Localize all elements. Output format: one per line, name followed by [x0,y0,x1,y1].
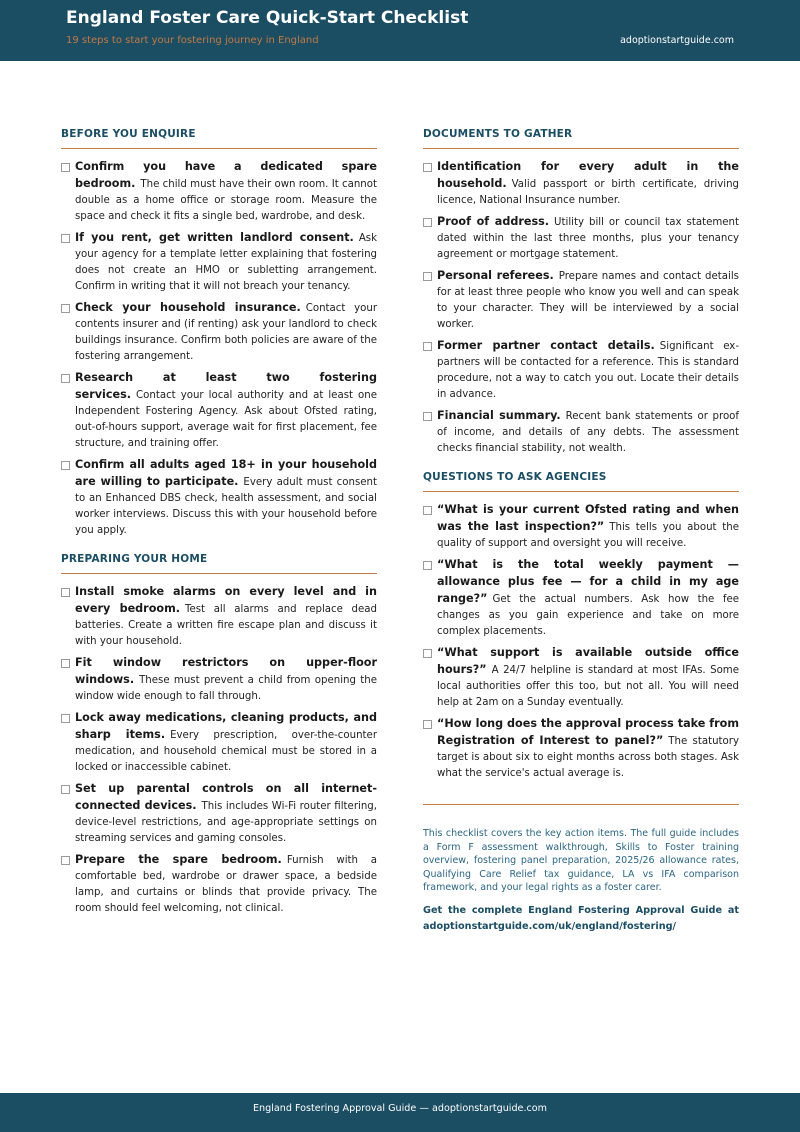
section-before-you-enquire [61,128,377,539]
checkbox-icon[interactable] [423,720,432,729]
checklist-item-body: Furnish with a comfortable bed, wardrobe or drawer space, a bedside lamp, and curtains or blinds that provide privacy. The room should feel welcoming, not clinical. [75,855,377,914]
checkbox-icon[interactable] [61,234,70,243]
checklist-item-lead: “What is your current Ofsted rating and when was the last inspection?” [437,503,739,533]
checklist-item-lead: “What support is available outside office hours?” [437,646,739,676]
divider [423,804,739,805]
section-documents-to-gather [423,128,739,457]
checklist-item [61,710,377,776]
guide-cta-link[interactable]: Get the complete England Fostering Approval Guide at adoptionstartguide.com/uk/england/fostering/ [423,904,739,932]
checklist-item-body: Every adult must consent to an Enhanced DBS check, health assessment, and social worker interviews. Discuss this with your household before you apply. [75,477,377,536]
checklist-item-lead: “How long does the approval process take from Registration of Interest to panel?” [437,717,739,747]
checklist-item-body: Get the actual numbers. Ask how the fee changes as you gain experience and take on more complex placements. [437,594,739,637]
checklist-item-lead: Set up parental controls on all internet-connected devices. [75,782,377,812]
checklist-item [61,370,377,452]
checkbox-icon[interactable] [61,304,70,313]
checklist-item [61,852,377,917]
checklist-item-body: Ask your agency for a template letter explaining that fostering does not create an HMO or subletting arrangement. Confirm in writing that it will not breach your tenancy. [75,233,377,292]
section-title: PREPARING YOUR HOME [61,553,377,574]
checklist-item-lead: Financial summary. [437,409,561,422]
checklist-item [61,230,377,295]
checklist-item [423,159,739,209]
checklist-item-lead: Fit window restrictors on upper-floor windows. [75,656,377,686]
checklist-item [423,716,739,782]
checklist-item-body: The child must have their own room. It cannot double as a home office or storage room. Measure the space and check it fits a single bed, wardrobe, and desk. [75,179,377,222]
checklist-item-body: This tells you about the quality of support and oversight you will receive. [437,522,739,549]
checklist-item-lead: Lock away medications, cleaning products, and sharp items. [75,711,377,741]
checkbox-icon[interactable] [423,506,432,515]
checkbox-icon[interactable] [61,461,70,470]
checkbox-icon[interactable] [423,218,432,227]
checklist-item [61,457,377,539]
checklist-item-body: Prepare names and contact details for at least three people who know you well and can speak to your character. They will be interviewed by a social worker. [437,271,739,330]
checkbox-icon[interactable] [423,649,432,658]
checkbox-icon[interactable] [423,272,432,281]
checkbox-icon[interactable] [61,659,70,668]
checklist-item [61,300,377,365]
checklist-item-body: Valid passport or birth certificate, driving licence, National Insurance number. [437,179,739,206]
checkbox-icon[interactable] [61,163,70,172]
checklist-item [423,338,739,403]
checkbox-icon[interactable] [61,588,70,597]
page-header [0,0,800,61]
checklist-item-lead: Check your household insurance. [75,301,301,314]
page-footer [0,1093,800,1132]
guide-note: This checklist covers the key action items. The full guide includes a Form F assessment walkthrough, Skills to Foster training overview, fostering panel preparation, 2025/26 allowance rates, Qualifying Care Relief tax guidance, LA vs IFA comparison framework, and your legal rights as a foster carer. [423,828,739,893]
checklist-item [423,557,739,640]
footer-text: England Fostering Approval Guide — adoptionstartguide.com [252,1103,548,1114]
checkbox-icon[interactable] [61,714,70,723]
checklist-item-lead: Prepare the spare bedroom. [75,853,282,866]
checklist-item-body: This includes Wi-Fi router filtering, device-level restrictions, and age-appropriate settings on streaming services and gaming consoles. [75,801,378,844]
checklist-item-body: Every prescription, over-the-counter medication, and household chemical must be stored in a locked or inaccessible cabinet. [75,730,378,773]
checklist-item [423,408,739,457]
checklist-item-body: Utility bill or council tax statement dated within the last three months, plus your tenancy agreement or mortgage statement. [437,217,739,260]
checklist-item [423,502,739,552]
left-column [61,128,377,931]
checklist-item-lead: Proof of address. [437,215,550,228]
checklist-item-lead: Identification for every adult in the household. [437,160,739,190]
checkbox-icon[interactable] [423,561,432,570]
checklist-item [61,781,377,847]
checklist-item-lead: Research at least two fostering services. [75,371,377,401]
section-questions-to-ask-agencies [423,471,739,782]
checkbox-icon[interactable] [423,342,432,351]
checklist-item-lead: “What is the total weekly payment — allowance plus fee — for a child in my age range?” [437,558,739,605]
checklist-item-lead: Confirm you have a dedicated spare bedroom. [75,160,377,190]
section-title: BEFORE YOU ENQUIRE [61,128,377,149]
checklist-item-body: These must prevent a child from opening the window wide enough to fall through. [75,675,377,702]
page-subtitle: 19 steps to start your fostering journey in England [66,35,319,46]
checklist-item [61,655,377,705]
checklist-item [423,214,739,263]
checklist-item [423,645,739,711]
checklist-item-lead: Install smoke alarms on every level and in every bedroom. [75,585,377,615]
checklist-item-body: The statutory target is about six to eight months across both stages. Ask what the service's actual average is. [437,736,739,779]
section-title: QUESTIONS TO ASK AGENCIES [423,471,739,492]
section-title: DOCUMENTS TO GATHER [423,128,739,149]
checklist-item-lead: Personal referees. [437,269,554,282]
header-site-link[interactable]: adoptionstartguide.com [620,35,734,46]
page-title: England Foster Care Quick-Start Checklist [66,8,469,28]
checklist-item-lead: Confirm all adults aged 18+ in your household are willing to participate. [75,458,377,488]
checkbox-icon[interactable] [61,785,70,794]
checklist-item-lead: If you rent, get written landlord consent. [75,231,354,244]
checklist-item-body: Contact your contents insurer and (if renting) ask your landlord to check buildings insurance. Confirm both policies are aware of the fostering arrangement. [75,303,378,362]
right-column [423,128,739,935]
checkbox-icon[interactable] [423,412,432,421]
checklist-item [423,268,739,333]
checklist-item-body: A 24/7 helpline is standard at most IFAs. Some local authorities offer this too, but not all. You will need help at 2am on a Sunday eventually. [437,665,739,708]
checklist-item [61,584,377,650]
checkbox-icon[interactable] [61,856,70,865]
checklist-item-lead: Former partner contact details. [437,339,655,352]
checkbox-icon[interactable] [61,374,70,383]
checkbox-icon[interactable] [423,163,432,172]
section-preparing-your-home [61,553,377,917]
checklist-item [61,159,377,225]
checklist-item-body: Contact your local authority and at least one Independent Fostering Agency. Ask about Ofsted rating, out-of-hours support, average wait for first placement, fee structure, and training offer. [75,390,377,449]
checklist-item-body: Test all alarms and replace dead batteries. Create a written fire escape plan and discuss it with your household. [75,604,377,647]
checklist-item-body: Recent bank statements or proof of income, and details of any debts. The assessment checks financial stability, not wealth. [437,411,739,454]
checklist-item-body: Significant ex-partners will be contacted for a reference. This is standard procedure, not a way to catch you out. Locate their details in advance. [437,341,740,400]
